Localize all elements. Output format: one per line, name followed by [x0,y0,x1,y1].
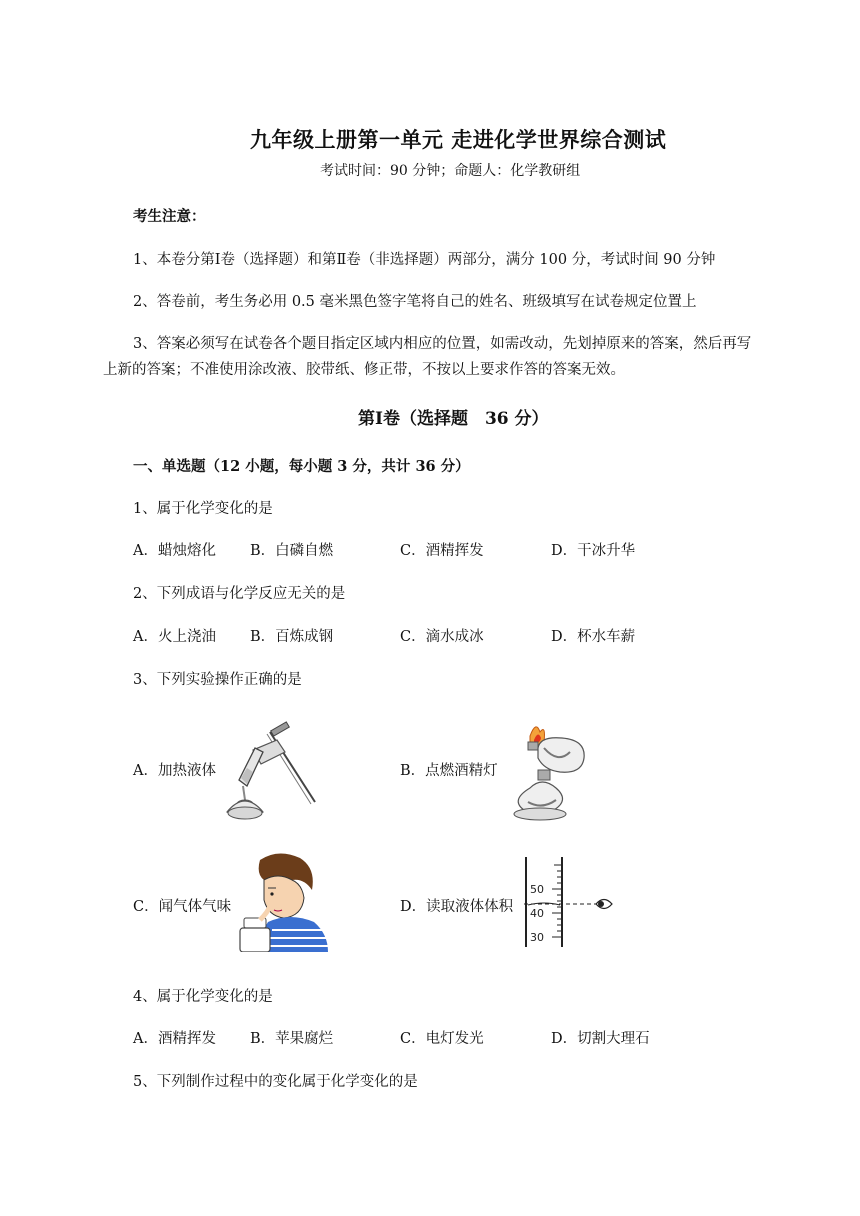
notice-item-2: 2、答卷前，考生务必用 0.5 毫米黑色签字笔将自己的姓名、班级填写在试卷规定位置上 [133,294,697,310]
notice-heading: 考生注意： [133,208,206,225]
question-1-stem: 1、属于化学变化的是 [133,501,273,517]
q1-option-b: B．白磷自燃 [250,543,334,559]
q3-option-b: B．点燃酒精灯 [400,763,498,779]
exam-info: 考试时间：90 分钟；命题人：化学教研组 [320,163,581,179]
question-3-stem: 3、下列实验操作正确的是 [133,672,302,688]
smelling-gas-illustration [238,850,330,952]
q2-option-a: A．火上浇油 [133,629,216,645]
q1-option-a: A．蜡烛熔化 [133,543,216,559]
q4-option-c: C．电灯发光 [400,1031,484,1047]
q4-option-d: D．切割大理石 [551,1031,650,1047]
q1-option-c: C．酒精挥发 [400,543,484,559]
question-2-stem: 2、下列成语与化学反应无关的是 [133,586,346,602]
cylinder-tick-30: 30 [530,931,544,944]
q3-option-c: C．闻气体气味 [133,899,232,915]
q4-option-a: A．酒精挥发 [133,1031,216,1047]
section-heading: 一、单选题（12 小题，每小题 3 分，共计 36 分） [133,458,470,475]
notice-item-3-cont: 上新的答案；不准使用涂改液、胶带纸、修正带，不按以上要求作答的答案无效。 [103,362,625,378]
question-5-stem: 5、下列制作过程中的变化属于化学变化的是 [133,1074,418,1090]
q2-option-c: C．滴水成冰 [400,629,484,645]
cylinder-tick-50: 50 [530,883,544,896]
part-one-title: 第Ⅰ卷（选择题 36 分） [358,409,549,429]
heating-liquid-illustration [215,720,325,825]
q3-option-a: A．加热液体 [133,763,216,779]
question-4-stem: 4、属于化学变化的是 [133,989,273,1005]
measuring-cylinder-illustration [522,855,617,950]
cylinder-tick-40: 40 [530,907,544,920]
q2-option-b: B．百炼成钢 [250,629,334,645]
q4-option-b: B．苹果腐烂 [250,1031,334,1047]
lighting-alcohol-lamp-illustration [500,718,595,823]
q2-option-d: D．杯水车薪 [551,629,636,645]
page-title: 九年级上册第一单元 走进化学世界综合测试 [250,127,667,152]
notice-item-3: 3、答案必须写在试卷各个题目指定区域内相应的位置，如需改动，先划掉原来的答案，然后再写 [133,336,752,352]
notice-item-1: 1、本卷分第Ⅰ卷（选择题）和第Ⅱ卷（非选择题）两部分，满分 100 分，考试时间 90 分钟 [133,252,716,268]
q1-option-d: D．干冰升华 [551,543,636,559]
q3-option-d: D．读取液体体积 [400,899,514,915]
